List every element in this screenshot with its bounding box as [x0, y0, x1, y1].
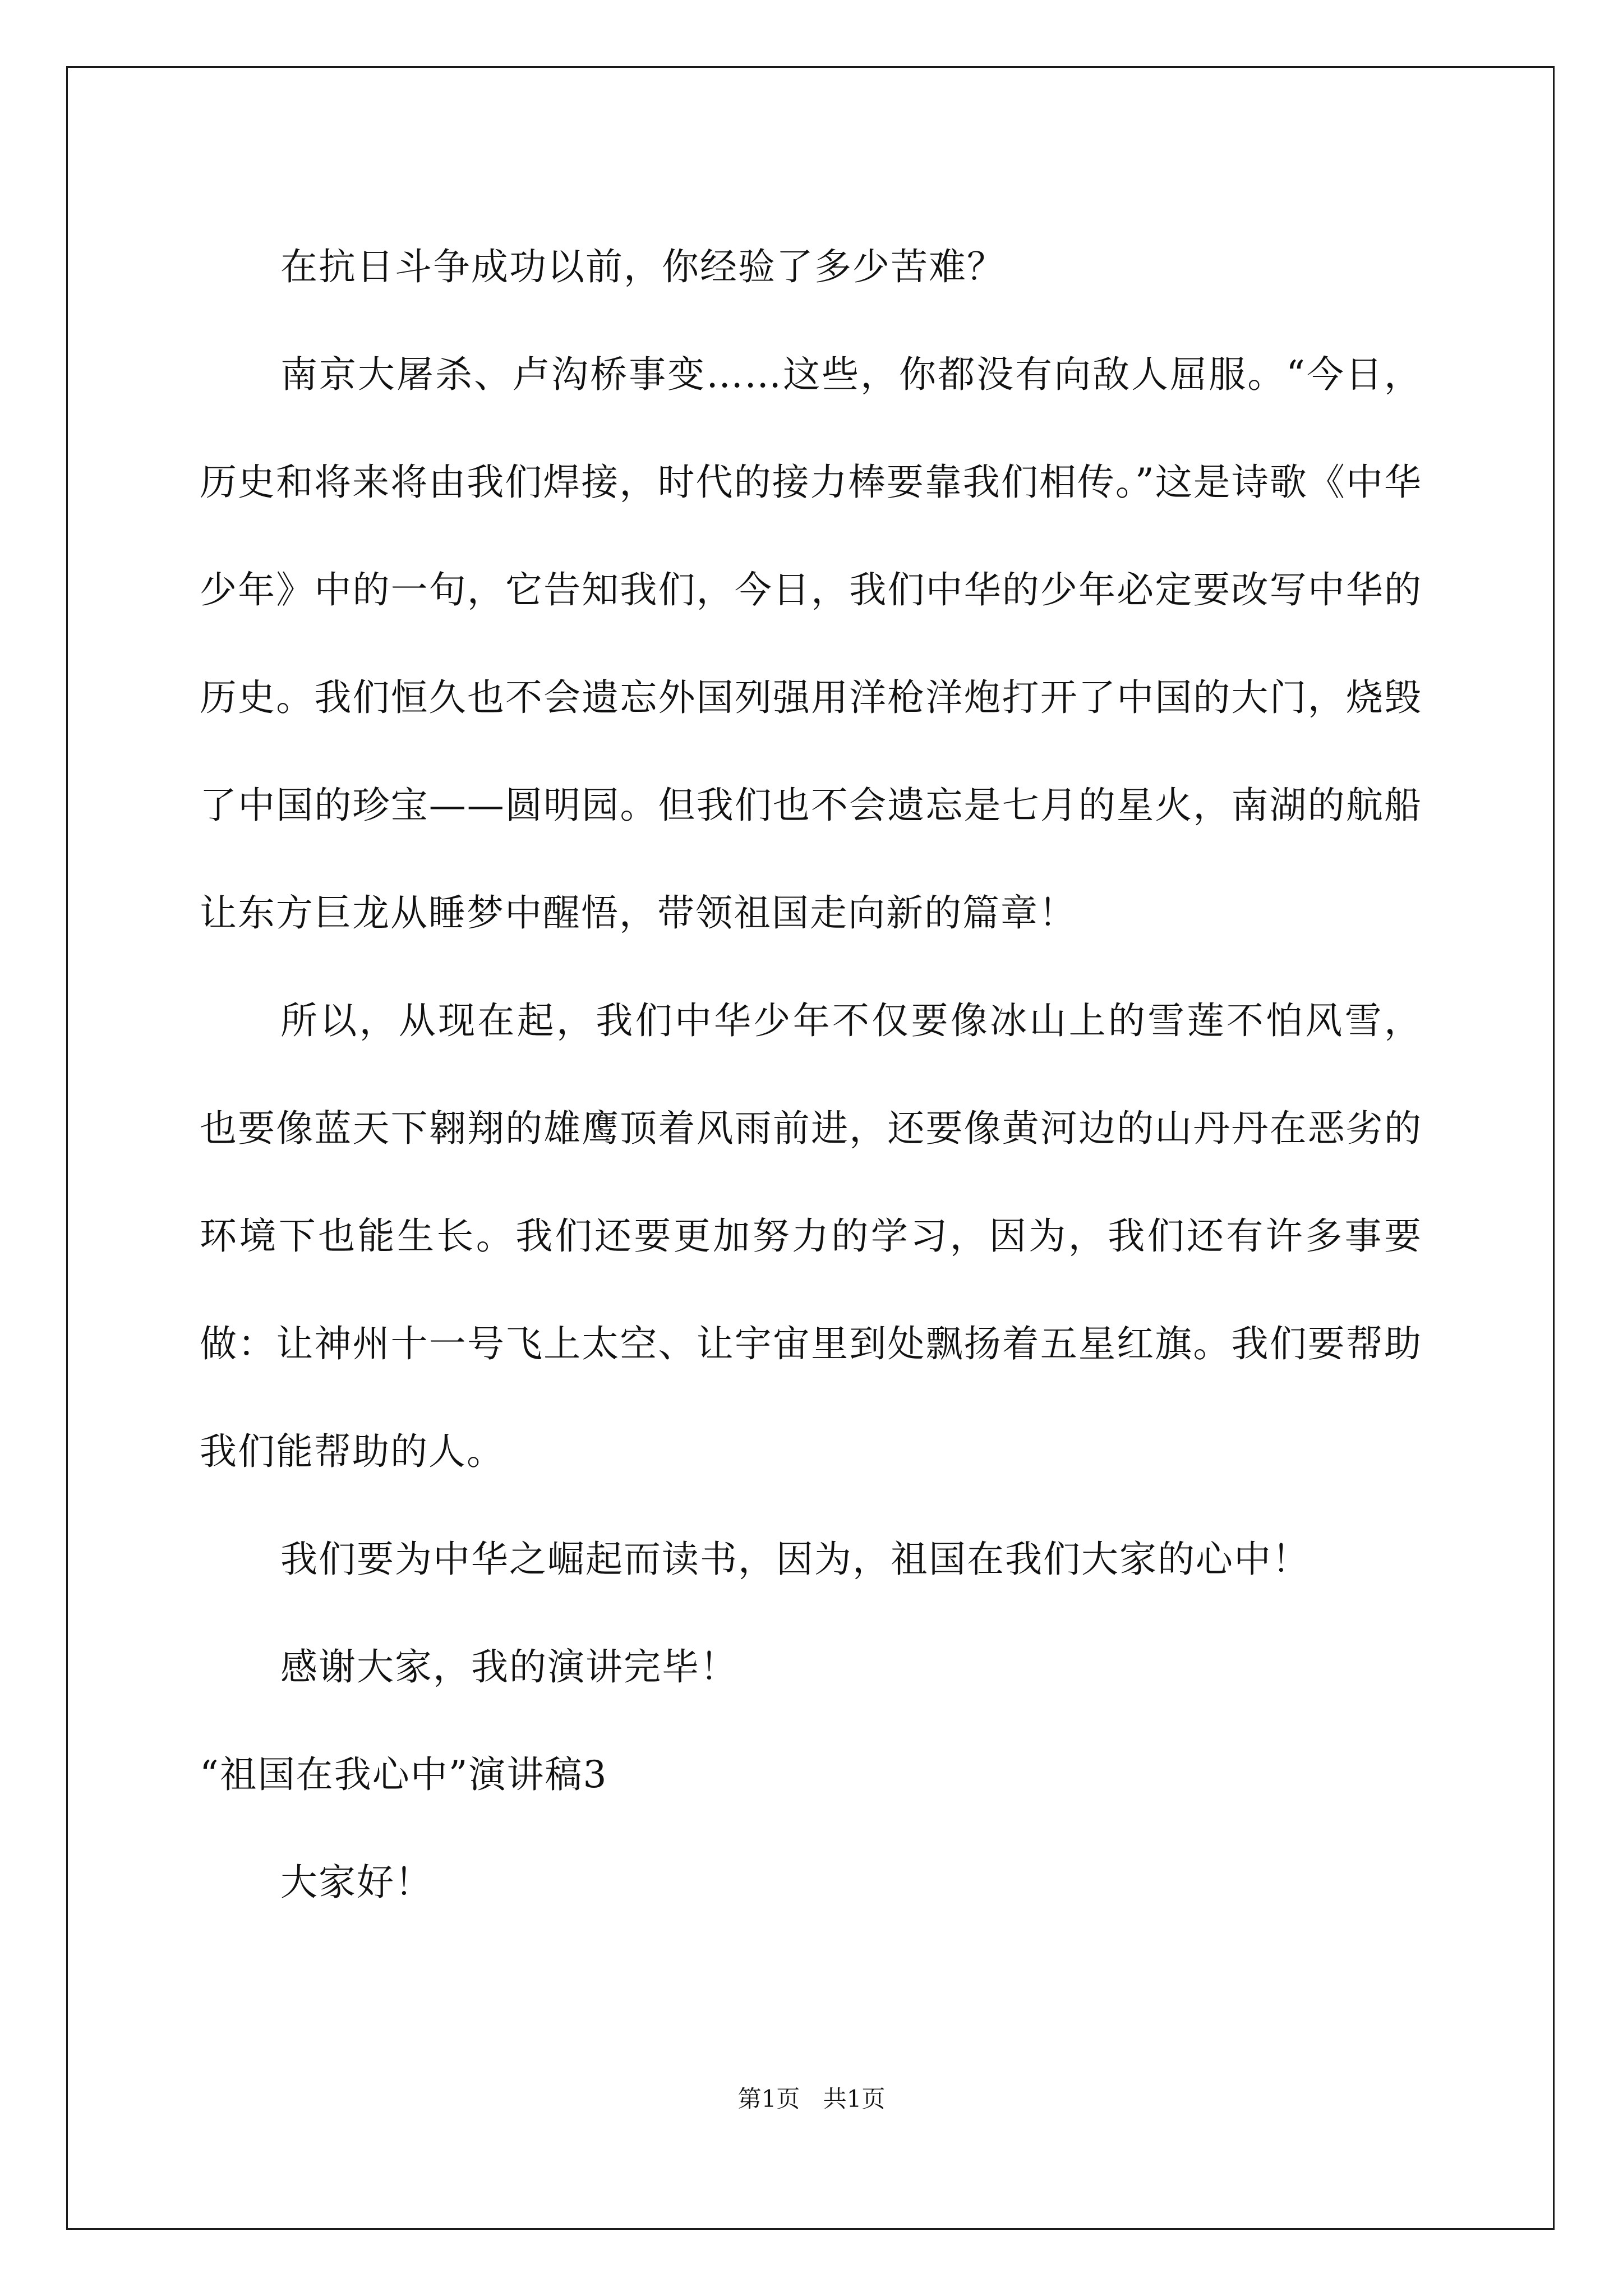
document-body — [200, 213, 1422, 1936]
paragraph-3: 所以，从现在起，我们中华少年不仅要像冰山上的雪莲不怕风雪，也要像蓝天下翱翔的雄鹰顶着风雨前进，还要像黄河边的山丹丹在恶劣的环境下也能生长。我们还要更加努力的学习，因为，我们还有许多事要做：让神州十一号飞上太空、让宇宙里到处飘扬着五星红旗。我们要帮助我们能帮助的人。 — [200, 999, 1422, 1473]
paragraph-2: 南京大屠杀、卢沟桥事变……这些，你都没有向敌人屈服。“今日，历史和将来将由我们焊接，时代的接力棒要靠我们相传。”这是诗歌《中华少年》中的一句，它告知我们，今日，我们中华的少年必定要改写中华的历史。我们恒久也不会遗忘外国列强用洋枪洋炮打开了中国的大门，烧毁了中国的珍宝——圆明园。但我们也不会遗忘是七月的星火，南湖的航船让东方巨龙从睡梦中醒悟，带领祖国走向新的篇章！ — [200, 353, 1422, 935]
page-number-current: 第1页 — [737, 2085, 800, 2113]
section-heading: “祖国在我心中”演讲稿3 — [200, 1753, 608, 1796]
page-number-total: 共1页 — [823, 2085, 886, 2113]
paragraph-5: 感谢大家，我的演讲完毕！ — [280, 1645, 738, 1688]
paragraph-4: 我们要为中华之崛起而读书，因为，祖国在我们大家的心中！ — [280, 1538, 1310, 1581]
page-footer — [0, 2082, 1623, 2116]
greeting: 大家好！ — [280, 1861, 433, 1904]
paragraph-1: 在抗日斗争成功以前，你经验了多少苦难？ — [280, 245, 1005, 288]
